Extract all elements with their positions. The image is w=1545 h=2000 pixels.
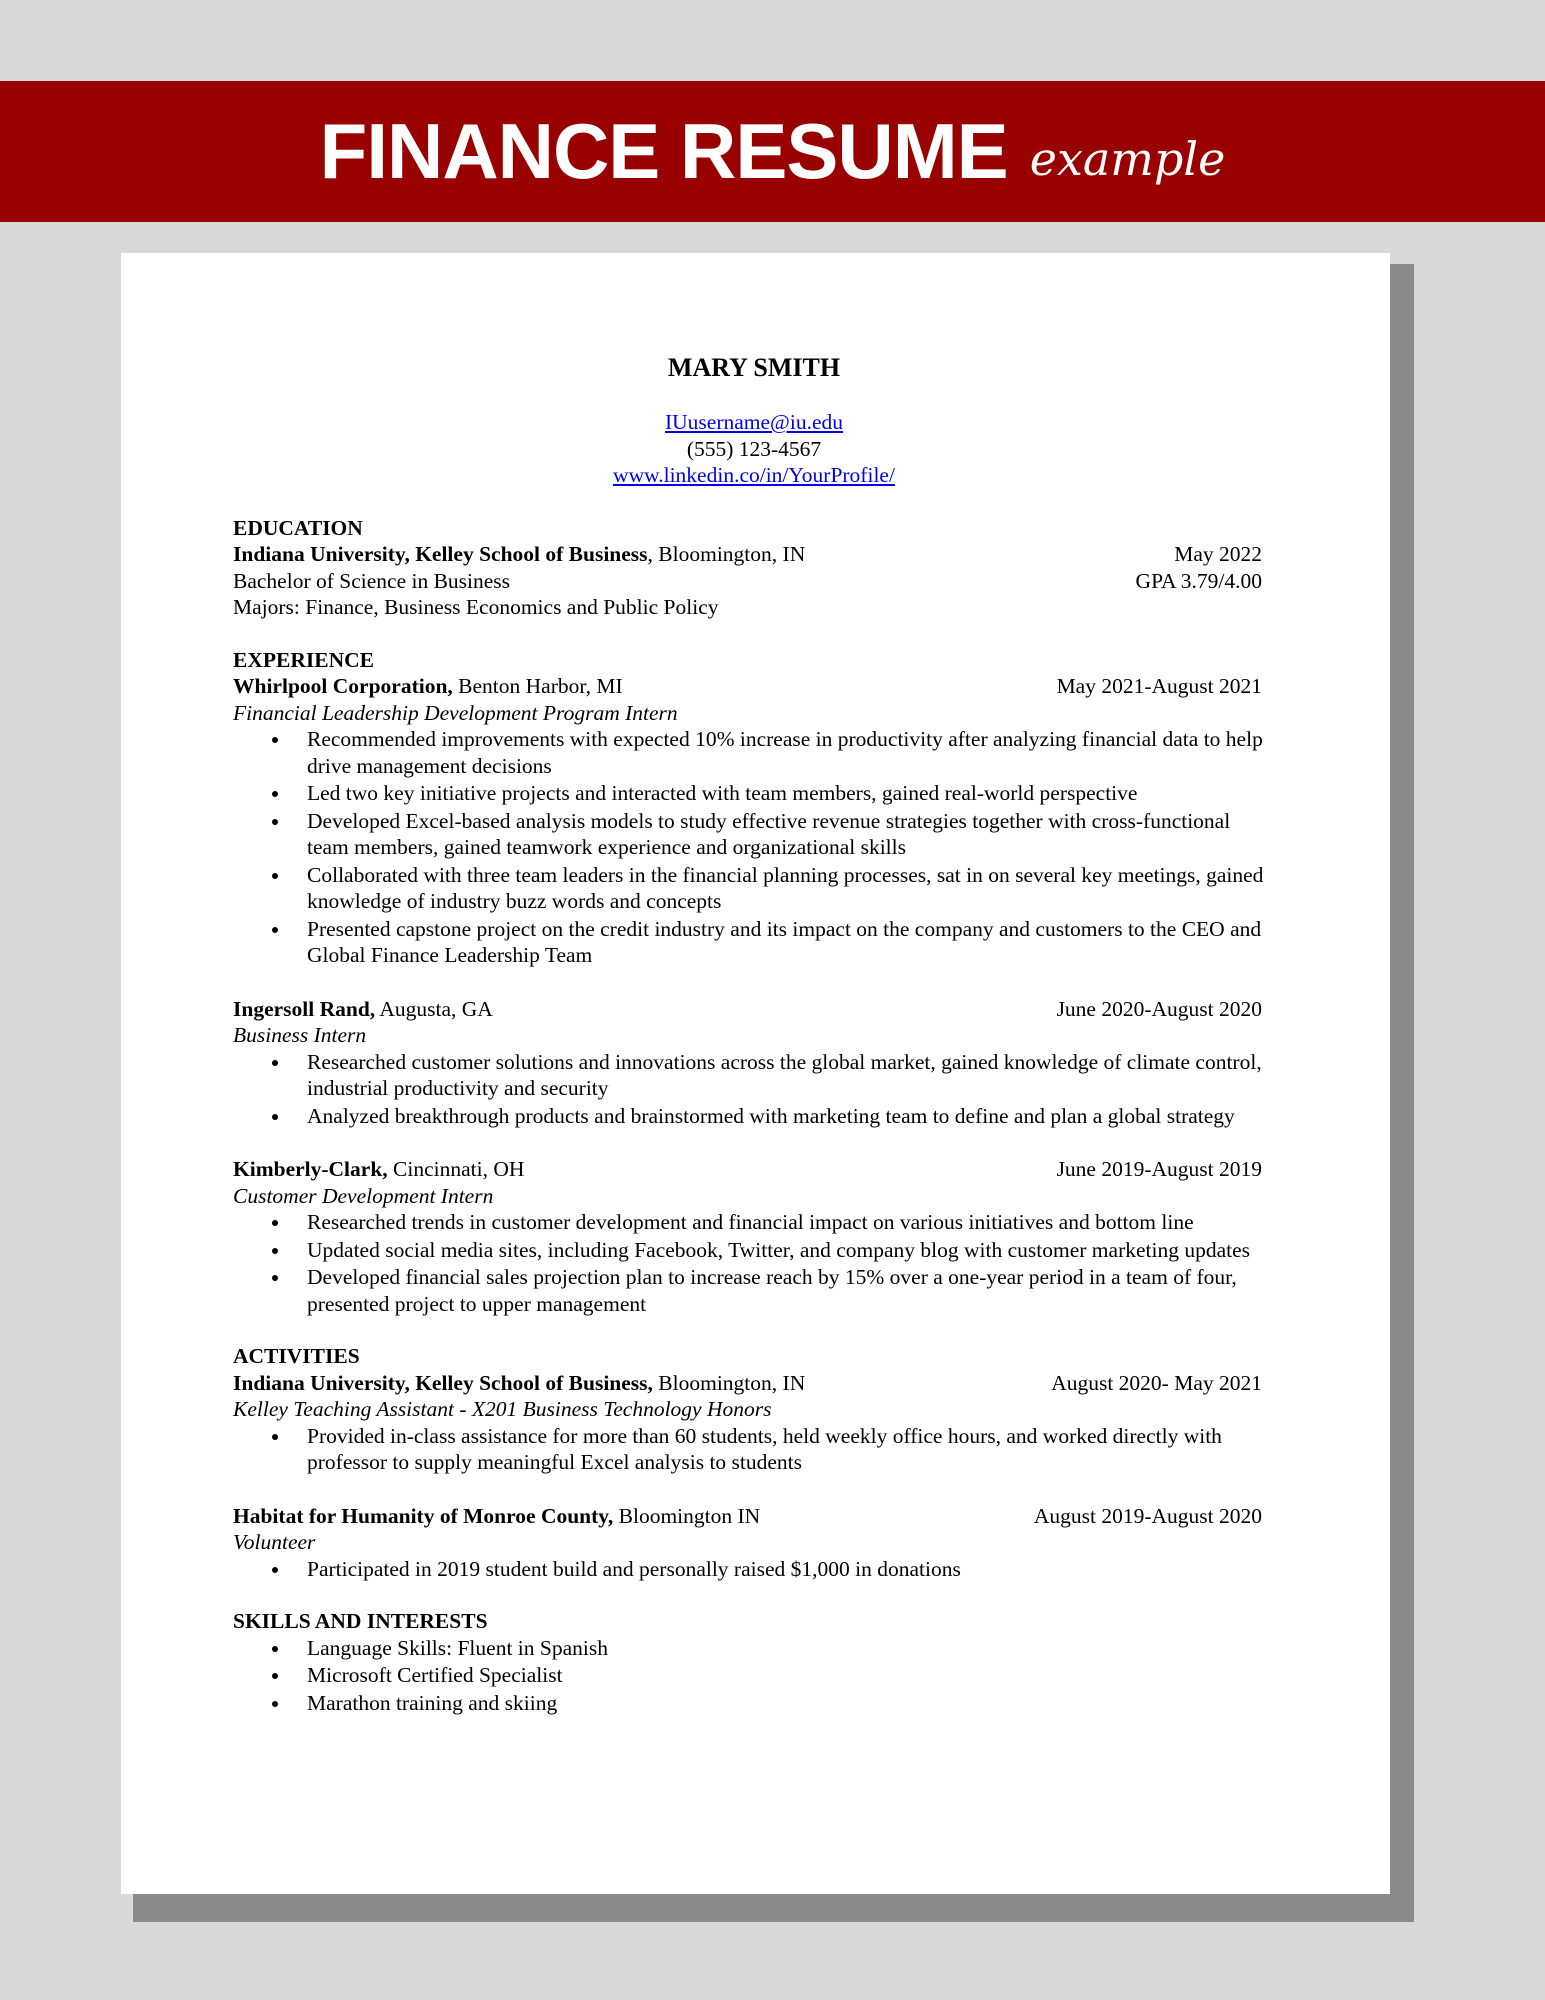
bullet-list	[233, 1049, 1275, 1130]
entry-header-row	[233, 1156, 1275, 1183]
education-location: , Bloomington, IN	[647, 542, 806, 566]
activities-heading: ACTIVITIES	[233, 1344, 360, 1368]
activities-list	[233, 1370, 1275, 1583]
bullet-item: Updated social media sites, including Facebook, Twitter, and company blog with customer marketing updates	[307, 1237, 1275, 1264]
entry-role: Customer Development Intern	[233, 1183, 494, 1208]
entry-date: August 2019-August 2020	[1033, 1503, 1262, 1528]
linkedin-link[interactable]: www.linkedin.co/in/YourProfile/	[613, 463, 895, 487]
education-gpa: GPA 3.79/4.00	[1135, 568, 1262, 593]
entry-org: Kimberly-Clark,	[233, 1157, 388, 1181]
entry-date: August 2020- May 2021	[1051, 1370, 1262, 1395]
entry-org: Ingersoll Rand,	[233, 996, 376, 1021]
bullet-item: Participated in 2019 student build and personally raised $1,000 in donations	[307, 1556, 1275, 1583]
education-majors: Majors: Finance, Business Economics and Public Policy	[233, 595, 719, 619]
job-entry	[233, 1156, 1275, 1317]
bullet-item: Researched customer solutions and innovations across the global market, gained knowledge of climate control, industrial productivity and security	[307, 1049, 1275, 1102]
education-org: Indiana University, Kelley School of Business	[233, 542, 648, 566]
bullet-list	[233, 1423, 1275, 1476]
bullet-item: Developed financial sales projection plan to increase reach by 15% over a one-year period in a team of four, presented project to upper management	[307, 1264, 1275, 1317]
bullet-list	[233, 1209, 1275, 1317]
banner-title: FINANCE RESUME	[319, 107, 1008, 195]
entry-header-row	[233, 673, 1275, 700]
experience-heading: EXPERIENCE	[233, 647, 374, 672]
skills-heading: SKILLS AND INTERESTS	[233, 1609, 488, 1633]
entry-org: Habitat for Humanity of Monroe County,	[233, 1503, 614, 1528]
bullet-list	[233, 726, 1275, 969]
candidate-name: MARY SMITH	[667, 353, 841, 382]
entry-header-row	[233, 1503, 1275, 1530]
entry-header-row	[233, 1370, 1275, 1397]
job-entry	[233, 1370, 1275, 1476]
skill-item: Microsoft Certified Specialist	[307, 1662, 1275, 1689]
skill-item: Language Skills: Fluent in Spanish	[307, 1635, 1275, 1662]
education-heading: EDUCATION	[233, 515, 363, 540]
education-degree: Bachelor of Science in Business	[233, 568, 511, 593]
bullet-item: Led two key initiative projects and interacted with team members, gained real-world perspective	[307, 780, 1275, 807]
bullet-item: Collaborated with three team leaders in the financial planning processes, sat in on several key meetings, gained knowledge of industry buzz words and concepts	[307, 862, 1275, 915]
contact-block	[233, 409, 1275, 489]
entry-org-location	[233, 996, 493, 1023]
entry-org-location	[233, 1503, 760, 1530]
bullet-item: Developed Excel-based analysis models to study effective revenue strategies together with cross-functional team members, gained teamwork experience and organizational skills	[307, 808, 1275, 861]
bullet-item: Recommended improvements with expected 10% increase in productivity after analyzing financial data to help drive management decisions	[307, 726, 1275, 779]
entry-date: May 2021-August 2021	[1056, 674, 1262, 698]
entry-location: Benton Harbor, MI	[452, 674, 623, 698]
entry-org: Indiana University, Kelley School of Business,	[233, 1370, 653, 1395]
entry-location: Cincinnati, OH	[387, 1157, 525, 1181]
job-entry	[233, 1503, 1275, 1583]
title-banner	[0, 81, 1545, 222]
entry-role: Kelley Teaching Assistant - X201 Business Technology Honors	[233, 1397, 772, 1421]
entry-date: June 2019-August 2019	[1056, 1157, 1262, 1181]
entry-org-location	[233, 1370, 805, 1397]
entry-role: Volunteer	[233, 1530, 316, 1554]
skills-list	[233, 1635, 1275, 1717]
job-entry	[233, 673, 1275, 969]
entry-org-location	[233, 673, 623, 700]
skill-item: Marathon training and skiing	[307, 1690, 1275, 1717]
entry-header-row	[233, 996, 1275, 1023]
entry-location: Augusta, GA	[375, 996, 493, 1021]
bullet-list	[233, 1556, 1275, 1583]
education-entry	[233, 541, 1275, 621]
resume-page	[121, 253, 1390, 1894]
job-entry	[233, 996, 1275, 1130]
entry-location: Bloomington IN	[613, 1503, 761, 1528]
bullet-item: Provided in-class assistance for more than 60 students, held weekly office hours, and worked directly with professor to supply meaningful Excel analysis to students	[307, 1423, 1275, 1476]
entry-org: Whirlpool Corporation,	[233, 674, 453, 698]
experience-list	[233, 673, 1275, 1317]
resume-content	[233, 353, 1275, 1717]
bullet-item: Researched trends in customer development and financial impact on various initiatives and bottom line	[307, 1209, 1275, 1236]
email-link[interactable]: IUusername@iu.edu	[664, 410, 843, 434]
bullet-item: Analyzed breakthrough products and brainstormed with marketing team to define and plan a global strategy	[307, 1103, 1275, 1130]
education-date: May 2022	[1174, 542, 1262, 566]
phone-number: (555) 123-4567	[686, 436, 822, 461]
banner-subtitle: example	[1029, 131, 1226, 186]
entry-role: Financial Leadership Development Program Intern	[233, 700, 678, 725]
entry-org-location	[233, 1156, 524, 1183]
bullet-item: Presented capstone project on the credit industry and its impact on the company and customers to the CEO and Global Finance Leadership Team	[307, 916, 1275, 969]
entry-date: June 2020-August 2020	[1056, 996, 1262, 1021]
entry-location: Bloomington, IN	[652, 1370, 806, 1395]
entry-role: Business Intern	[233, 1023, 367, 1047]
